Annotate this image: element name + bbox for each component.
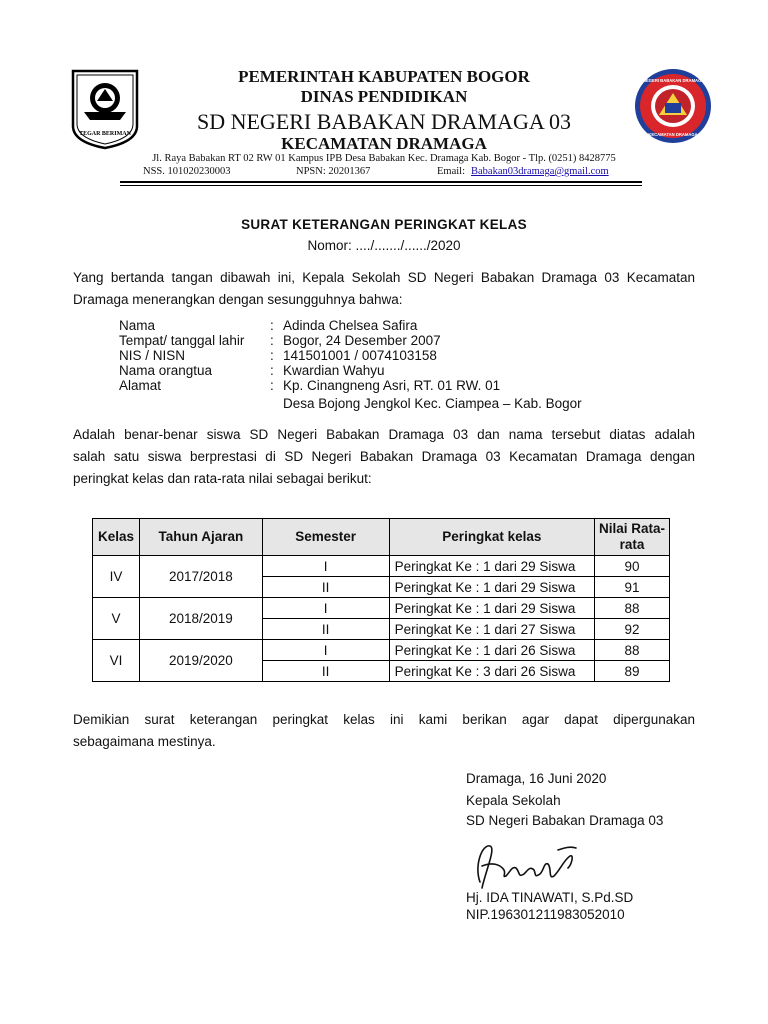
letterhead-email-link[interactable]: Babakan03dramaga@gmail.com xyxy=(471,166,609,177)
cell-peringkat: Peringkat Ke : 1 dari 26 Siswa xyxy=(389,640,595,661)
cell-tahun: 2018/2019 xyxy=(139,598,262,640)
letterhead-school-name: SD NEGERI BABAKAN DRAMAGA 03 xyxy=(196,109,572,134)
cell-peringkat: Peringkat Ke : 3 dari 26 Siswa xyxy=(389,661,595,682)
cell-semester: II xyxy=(262,619,389,640)
cell-semester: I xyxy=(262,556,389,577)
achievement-line-1: Adalah benar-benar siswa SD Negeri Babakan Dramaga 03 dan nama tersebut diatas adalah xyxy=(73,427,695,442)
student-details xyxy=(119,318,582,411)
signatory-nip: NIP.196301211983052010 xyxy=(466,907,625,922)
cell-nilai: 90 xyxy=(595,556,670,577)
student-birth-value: Bogor, 24 Desember 2007 xyxy=(283,333,441,348)
student-nis-value: 141501001 / 0074103158 xyxy=(283,348,437,363)
table-row xyxy=(93,556,670,577)
letterhead-government: PEMERINTAH KABUPATEN BOGOR xyxy=(238,67,530,86)
header-semester: Semester xyxy=(262,519,389,556)
cell-nilai: 88 xyxy=(595,640,670,661)
achievement-paragraph xyxy=(73,424,695,490)
signatory-name: Hj. IDA TINAWATI, S.Pd.SD xyxy=(466,890,634,905)
cell-tahun: 2017/2018 xyxy=(139,556,262,598)
closing-line-2: sebagaimana mestinya. xyxy=(73,734,216,749)
letterhead-rule-thick xyxy=(120,181,642,183)
student-nis-label: NIS / NISN xyxy=(119,348,186,363)
cell-peringkat: Peringkat Ke : 1 dari 29 Siswa xyxy=(389,556,595,577)
letterhead-department: DINAS PENDIDIKAN xyxy=(300,87,468,106)
cell-kelas: VI xyxy=(93,640,140,682)
colon: : xyxy=(270,318,274,333)
student-address-row-2 xyxy=(119,396,582,411)
header-tahun-ajaran: Tahun Ajaran xyxy=(139,519,262,556)
letter-title: SURAT KETERANGAN PERINGKAT KELAS xyxy=(241,217,527,232)
cell-peringkat: Peringkat Ke : 1 dari 29 Siswa xyxy=(389,598,595,619)
header-nilai-line-1: Nilai Rata- xyxy=(599,521,666,536)
header-nilai xyxy=(595,519,670,556)
signature-school: SD Negeri Babakan Dramaga 03 xyxy=(466,813,664,828)
student-parent-value: Kwardian Wahyu xyxy=(283,363,385,378)
letterhead-district: KECAMATAN DRAMAGA xyxy=(281,134,487,153)
cell-peringkat: Peringkat Ke : 1 dari 29 Siswa xyxy=(389,577,595,598)
letterhead-email-label: Email: xyxy=(437,166,465,177)
table-header-row xyxy=(93,519,670,556)
letter-number: Nomor: ..../......./....../2020 xyxy=(307,238,461,253)
achievement-line-2: salah satu siswa berprestasi di SD Negeri Babakan Dramaga 03 Kecamatan Dramaga dengan xyxy=(73,449,695,464)
student-address-line-2: Desa Bojong Jengkol Kec. Ciampea – Kab. Bogor xyxy=(283,396,582,411)
colon: : xyxy=(270,363,274,378)
cell-kelas: IV xyxy=(93,556,140,598)
colon: : xyxy=(270,333,274,348)
header-nilai-line-2: rata xyxy=(619,537,645,552)
cell-nilai: 91 xyxy=(595,577,670,598)
student-address-label: Alamat xyxy=(119,378,162,393)
letterhead-rule-thin xyxy=(120,185,642,186)
cell-kelas: V xyxy=(93,598,140,640)
handwritten-signature xyxy=(468,836,588,894)
cell-nilai: 92 xyxy=(595,619,670,640)
header-kelas: Kelas xyxy=(93,519,140,556)
student-nis-row xyxy=(119,348,582,363)
cell-nilai: 88 xyxy=(595,598,670,619)
colon: : xyxy=(270,378,274,393)
signature-place-date: Dramaga, 16 Juni 2020 xyxy=(466,771,607,786)
svg-text:TEGAR BERIMAN: TEGAR BERIMAN xyxy=(79,131,131,137)
header-peringkat: Peringkat kelas xyxy=(389,519,595,556)
cell-tahun: 2019/2020 xyxy=(139,640,262,682)
student-address-value: Kp. Cinangneng Asri, RT. 01 RW. 01 xyxy=(283,378,501,393)
student-birth-row xyxy=(119,333,582,348)
intro-line-1: Yang bertanda tangan dibawah ini, Kepala Sekolah SD Negeri Babakan Dramaga 03 Kecamatan xyxy=(73,270,695,285)
student-name-row xyxy=(119,318,582,333)
student-name-value: Adinda Chelsea Safira xyxy=(283,318,418,333)
ranking-table xyxy=(92,518,670,682)
student-parent-label: Nama orangtua xyxy=(119,363,213,378)
student-birth-label: Tempat/ tanggal lahir xyxy=(119,333,245,348)
cell-semester: II xyxy=(262,577,389,598)
cell-nilai: 89 xyxy=(595,661,670,682)
colon: : xyxy=(270,348,274,363)
student-name-label: Nama xyxy=(119,318,156,333)
letterhead-address: Jl. Raya Babakan RT 02 RW 01 Kampus IPB Desa Babakan Kec. Dramaga Kab. Bogor - Tlp. (0251) 8428775 xyxy=(152,153,616,164)
signature-role: Kepala Sekolah xyxy=(466,793,561,808)
cell-semester: II xyxy=(262,661,389,682)
table-row xyxy=(93,598,670,619)
svg-text:SD NEGERI BABAKAN DRAMAGA 03: SD NEGERI BABAKAN DRAMAGA 03 xyxy=(635,78,711,83)
table-row xyxy=(93,640,670,661)
intro-paragraph xyxy=(73,267,695,311)
svg-text:KECAMATAN DRAMAGA: KECAMATAN DRAMAGA xyxy=(648,132,698,137)
student-parent-row xyxy=(119,363,582,378)
achievement-line-3: peringkat kelas dan rata-rata nilai sebagai berikut: xyxy=(73,471,372,486)
cell-semester: I xyxy=(262,640,389,661)
closing-paragraph xyxy=(73,709,695,753)
student-address-row xyxy=(119,378,582,393)
intro-line-2: Dramaga menerangkan dengan sesungguhnya bahwa: xyxy=(73,292,403,307)
closing-line-1: Demikian surat keterangan peringkat kelas ini kami berikan agar dapat dipergunakan xyxy=(73,712,695,727)
letterhead-npsn: NPSN: 20201367 xyxy=(296,166,371,177)
cell-peringkat: Peringkat Ke : 1 dari 27 Siswa xyxy=(389,619,595,640)
school-logo xyxy=(633,67,713,145)
cell-semester: I xyxy=(262,598,389,619)
letterhead-nss: NSS. 101020230003 xyxy=(143,166,231,177)
